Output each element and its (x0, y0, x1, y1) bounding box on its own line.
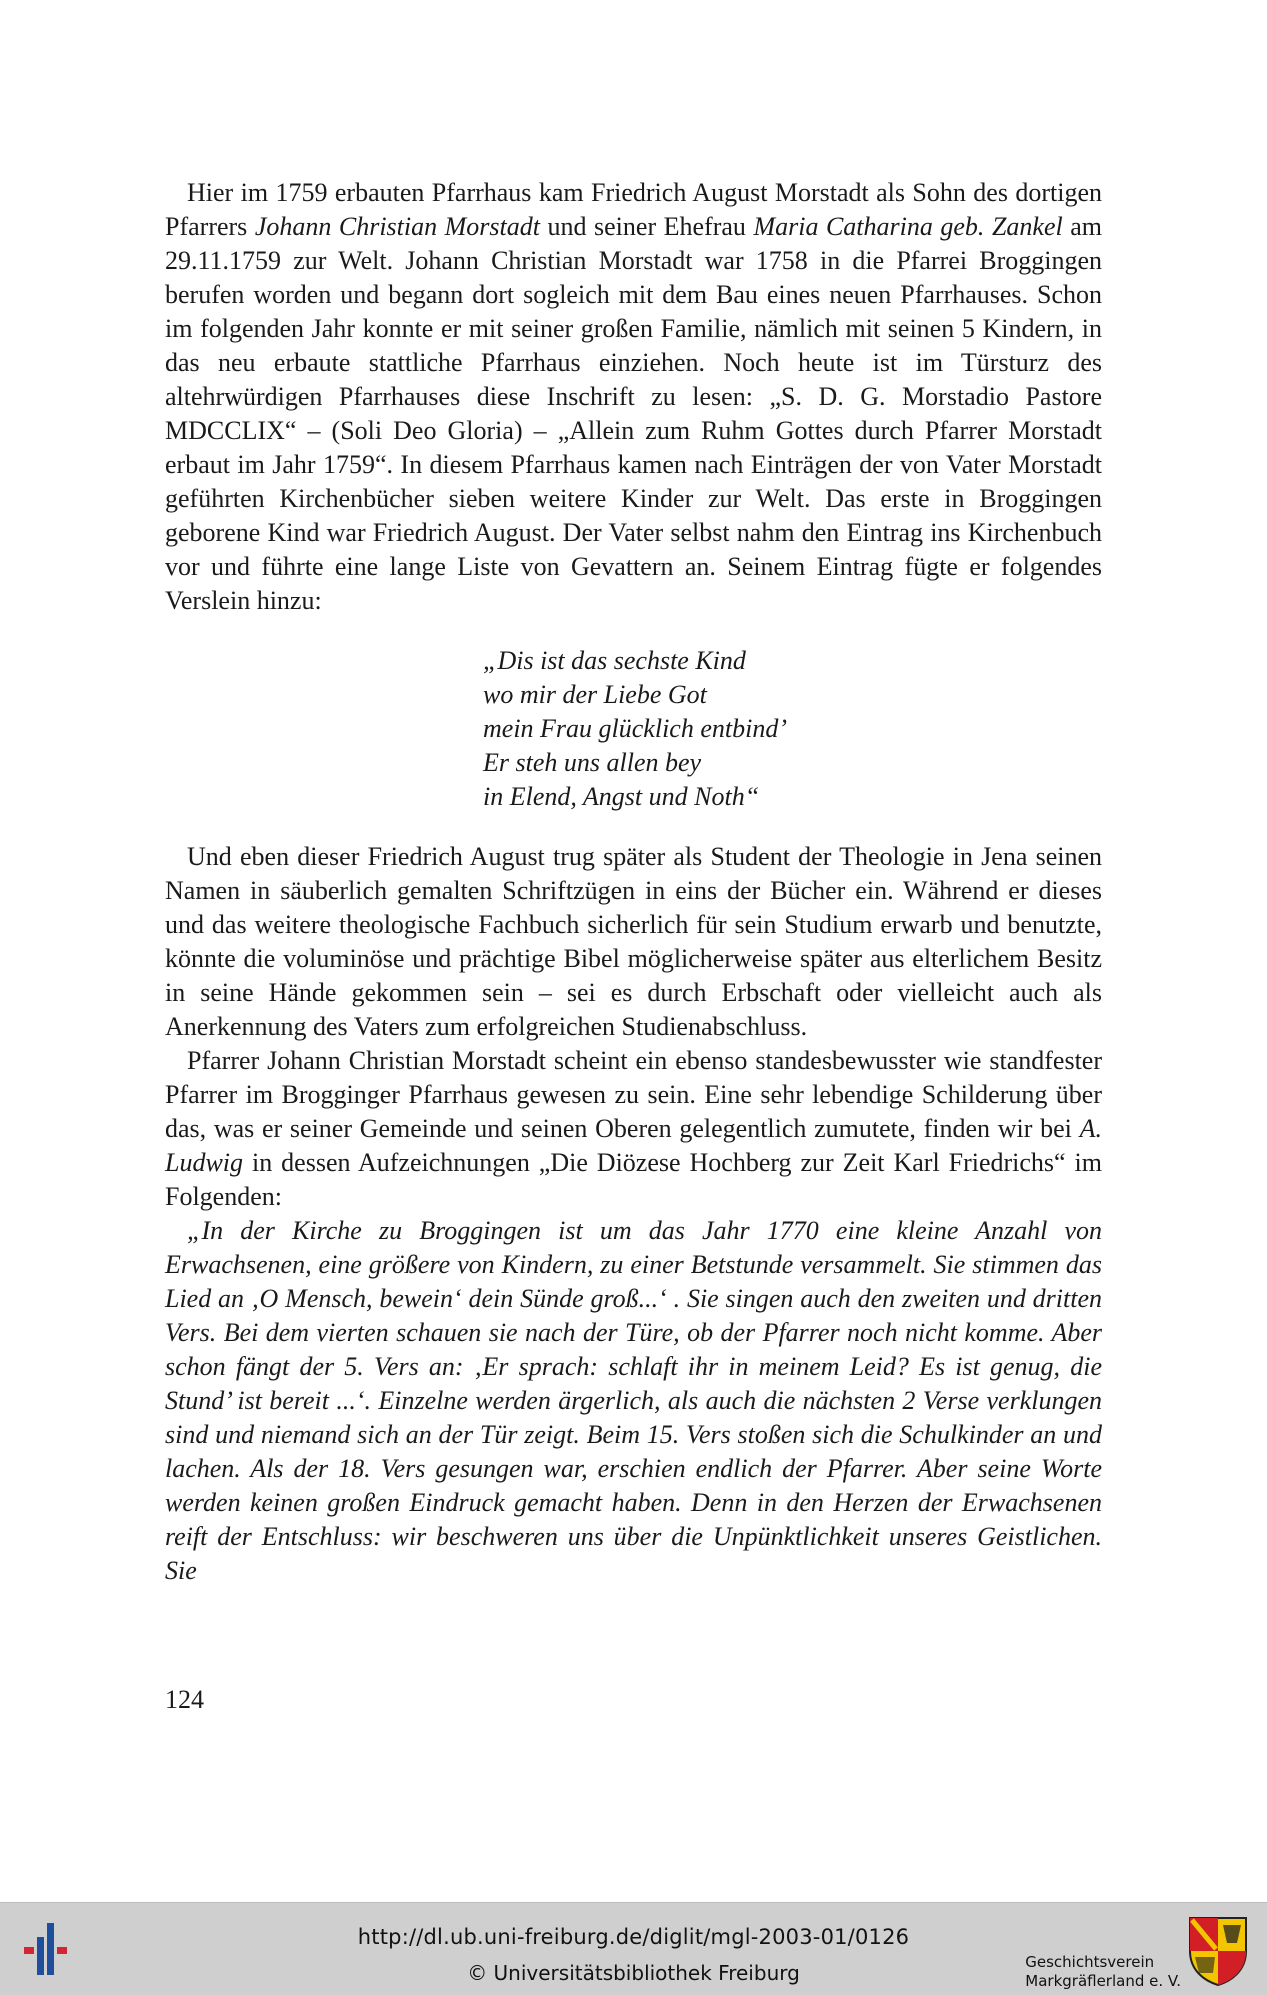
coat-of-arms-icon (1187, 1915, 1249, 1987)
paragraph (165, 1214, 1102, 1588)
text-segment: „In der Kirche zu Broggingen ist um das Jahr 1770 eine kleine Anzahl von Erwachsenen, eine größere von Kindern, zu einer Betstunde versammelt. Sie stimmen das Lied an ‚O Mensch, bewein‘ dein Sünde groß...‘ . Sie singen auch den zweiten und dritten Vers. Bei dem vierten schauen sie nach der Türe, ob der Pfarrer noch nicht komme. Aber schon fängt der 5. Vers an: ‚Er sprach: schlaft ihr in meinem Leid? Es ist genug, die Stund’ ist bereit ...‘. Einzelne werden ärgerlich, als auch die nächsten 2 Verse verklungen sind und niemand sich an der Tür zeigt. Beim 15. Vers stoßen sich die Schulkinder an und lachen. Als der 18. Vers gesungen war, erschien endlich der Pfarrer. Aber seine Worte werden keinen großen Eindruck gemacht haben. Denn in den Herzen der Erwachsenen reift der Entschluss: wir beschweren uns über die Unpünktlichkeit unseres Geistlichen. Sie (165, 1216, 1102, 1585)
text-segment: am 29.11.1759 zur Welt. Johann Christian Morstadt war 1758 in die Pfarrei Broggingen berufen worden und begann dort sogleich mit dem Bau eines neuen Pfarrhauses. Schon im folgenden Jahr konnte er mit seiner großen Familie, nämlich mit seinen 5 Kindern, in das neu erbaute stattliche Pfarrhaus einziehen. Noch heute ist im Türsturz des altehrwürdigen Pfarrhauses diese Inschrift zu lesen: „S. D. G. Morstadio Pastore MDCCLIX“ – (Soli Deo Gloria) – „Allein zum Ruhm Gottes durch Pfarrer Morstadt erbaut im Jahr 1759“. In diesem Pfarrhaus kamen nach Einträgen der von Vater Morstadt geführten Kirchenbücher sieben weitere Kinder zur Welt. Das erste in Broggingen geborene Kind war Friedrich August. Der Vater selbst nahm den Eintrag ins Kirchenbuch vor und führte eine lange Liste von Gevattern an. Seinem Eintrag fügte er folgendes Verslein hinzu: (165, 212, 1103, 615)
text-segment: Pfarrer Johann Christian Morstadt scheint ein ebenso standesbewusster wie standfester Pfarrer im Brogginger Pfarrhaus gewesen zu sein. Eine sehr lebendige Schilderung über das, was er seiner Gemeinde und seinen Oberen gelegentlich zumutete, finden wir bei (165, 1046, 1102, 1143)
text-segment: in dessen Aufzeichnungen „Die Diözese Hochberg zur Zeit Karl Friedrichs“ im Folgenden: (165, 1148, 1102, 1211)
footer-organization (1025, 1953, 1181, 1991)
paragraph (165, 176, 1102, 618)
paragraph (165, 1044, 1102, 1214)
paragraphs-after-poem (165, 840, 1102, 1588)
paragraphs-before-poem (165, 176, 1102, 618)
poem (483, 644, 1102, 814)
poem-line: in Elend, Angst und Noth“ (483, 782, 760, 811)
footer-org-line2: Markgräflerland e. V. (1025, 1972, 1181, 1990)
poem-line: „Dis ist das sechste Kind (483, 646, 746, 675)
body-text (165, 176, 1102, 1588)
paragraph (165, 840, 1102, 1044)
footer-org-line1: Geschichtsverein (1025, 1953, 1155, 1971)
italic-text: Johann Christian Morstadt (254, 212, 540, 241)
italic-text: Maria Catharina geb. Zankel (753, 212, 1063, 241)
footer-bar (0, 1902, 1267, 1995)
poem-line: mein Frau glücklich entbind’ (483, 714, 787, 743)
text-segment: und seiner Ehefrau (539, 212, 754, 241)
poem-line: Er steh uns allen bey (483, 748, 702, 777)
poem-line: wo mir der Liebe Got (483, 680, 707, 709)
footer-url-link[interactable]: http://dl.ub.uni-freiburg.de/diglit/mgl-2003-01/0126 (357, 1925, 910, 1949)
text-segment: Und eben dieser Friedrich August trug später als Student der Theologie in Jena seinen Namen in säuberlich gemalten Schriftzügen in eins der Bücher ein. Während er dieses und das weitere theologische Fachbuch sicherlich für sein Studium erwarb und benutzte, könnte die voluminöse und prächtige Bibel möglicherweise später aus elterlichem Besitz in seine Hände gekommen sein – sei es durch Erbschaft oder vielleicht auch als Anerkennung des Vaters zum erfolgreichen Studienabschluss. (165, 842, 1102, 1041)
italic-text: A. Ludwig (165, 1114, 1102, 1177)
text-segment: Hier im 1759 erbauten Pfarrhaus kam Friedrich August Morstadt als Sohn des dortigen Pfarrers (165, 178, 1102, 241)
footer-copyright: © Universitätsbibliothek Freiburg (467, 1961, 800, 1985)
page-number: 124 (165, 1685, 204, 1714)
